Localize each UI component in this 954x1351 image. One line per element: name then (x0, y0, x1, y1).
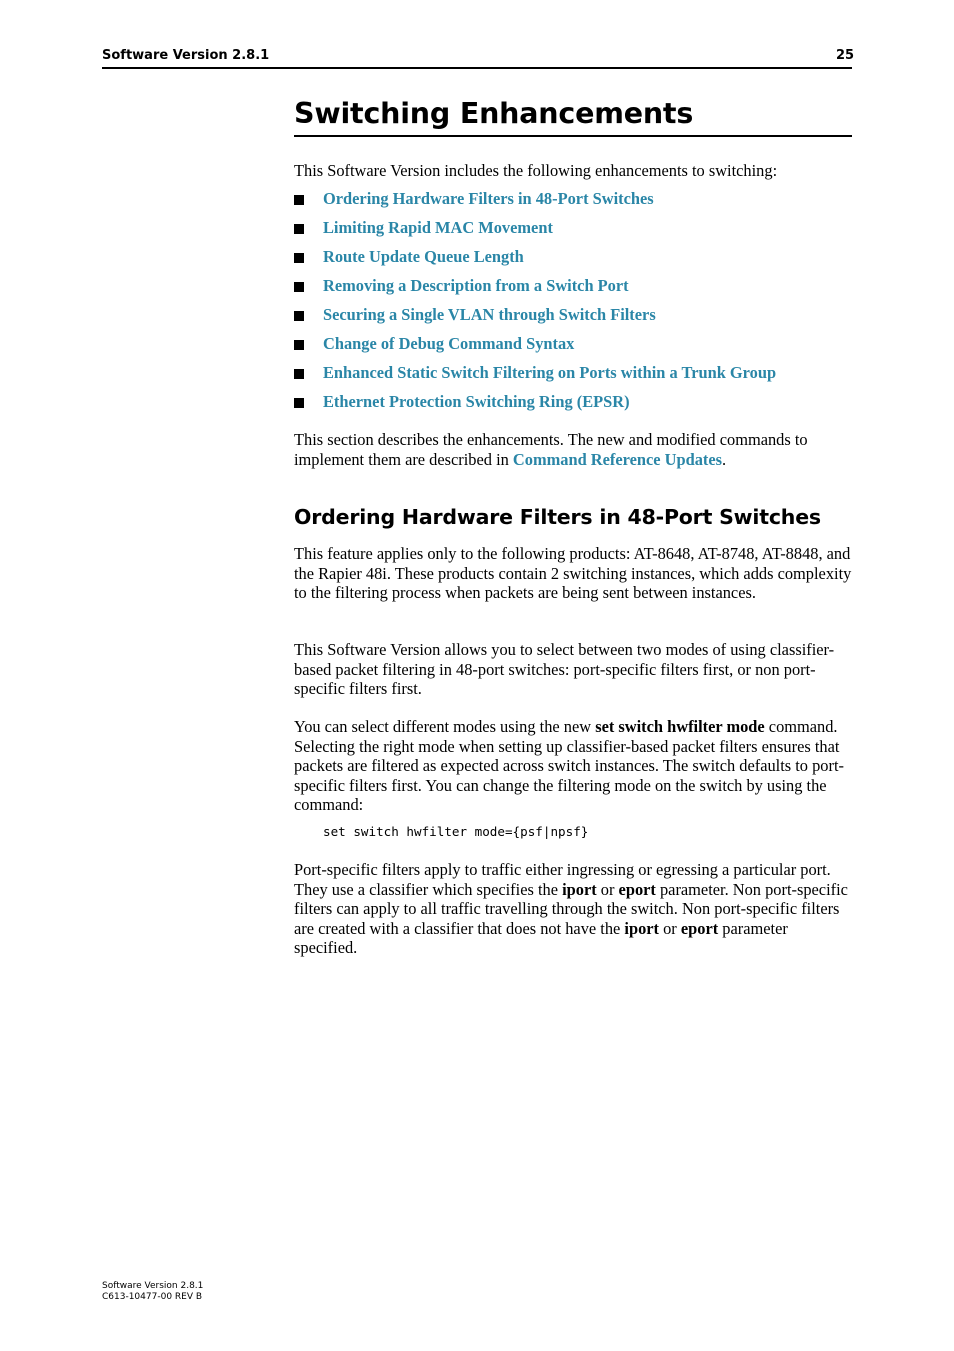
page-title: Switching Enhancements (294, 97, 694, 130)
enhancement-link[interactable]: Ethernet Protection Switching Ring (EPSR) (323, 392, 630, 411)
intro-paragraph: This Software Version includes the following enhancements to switching: (294, 161, 778, 180)
parameter-iport: iport (624, 918, 660, 938)
enhancement-link[interactable]: Removing a Description from a Switch Port (323, 276, 629, 295)
command-name: set switch hwfilter mode (595, 717, 765, 736)
products-paragraph: This feature applies only to the following products: AT-8648, AT-8748, AT-8848, and the Rapier 48i. These products contain 2 switching instances, which adds complexity to the filtering process when packets are being sent between instances. (294, 544, 852, 602)
command-paragraph (294, 717, 854, 815)
bullet-square-icon (294, 224, 304, 234)
section-description (294, 430, 854, 469)
running-header: Software Version 2.8.1 (102, 48, 270, 63)
bullet-square-icon (294, 311, 304, 321)
command-text-before: You can select different modes using the new (294, 717, 596, 736)
command-syntax: set switch hwfilter mode={psf|npsf} (323, 824, 589, 839)
filters-text: or (659, 918, 681, 938)
enhancement-link[interactable]: Change of Debug Command Syntax (323, 334, 575, 353)
enhancement-link[interactable]: Enhanced Static Switch Filtering on Ports within a Trunk Group (323, 363, 777, 382)
bullet-square-icon (294, 369, 304, 379)
parameter-iport: iport (562, 879, 597, 899)
bullet-square-icon (294, 282, 304, 292)
filters-paragraph (294, 860, 854, 958)
bullet-square-icon (294, 398, 304, 408)
description-text: This section describes the enhancements. The new and modified commands to implement them are described in (294, 430, 808, 469)
filters-text: parameter. Non port-specific filters can apply to all traffic travelling through the switch. Non port-specific filters are created with a classifier that does not have the (294, 879, 848, 938)
header-rule (102, 67, 852, 69)
title-rule (294, 135, 852, 137)
enhancement-link[interactable]: Route Update Queue Length (323, 247, 524, 266)
enhancement-link[interactable]: Securing a Single VLAN through Switch Filters (323, 305, 656, 324)
filters-text: parameter specified. (294, 918, 788, 957)
command-reference-link[interactable]: Command Reference Updates (512, 449, 723, 469)
enhancement-link[interactable]: Limiting Rapid MAC Movement (323, 218, 553, 237)
section-heading: Ordering Hardware Filters in 48-Port Switches (294, 505, 821, 529)
bullet-square-icon (294, 253, 304, 263)
enhancement-link[interactable]: Ordering Hardware Filters in 48-Port Switches (323, 189, 654, 208)
parameter-eport: eport (680, 918, 719, 938)
parameter-eport: eport (618, 879, 656, 899)
bullet-square-icon (294, 340, 304, 350)
filters-text: or (596, 879, 619, 899)
description-period: . (722, 449, 727, 469)
page-number: 25 (836, 48, 855, 63)
filters-text: Port-specific filters apply to traffic either ingressing or egressing a particular port. They use a classifier which specifies the (294, 860, 831, 899)
footer-doc-number: C613-10477-00 REV B (102, 1292, 203, 1302)
modes-paragraph: This Software Version allows you to select between two modes of using classifier-based packet filtering in 48-port switches: port-specific filters first, or non port-specific filters first. (294, 640, 835, 698)
bullet-square-icon (294, 195, 304, 205)
footer-version: Software Version 2.8.1 (102, 1281, 204, 1291)
command-text-after: command. Selecting the right mode when setting up classifier-based packet filters ensures that packets are filtered as expected across switch instances. The switch defaults to port-specific filters first. You can change the filtering mode on the switch by using the command: (294, 717, 844, 814)
